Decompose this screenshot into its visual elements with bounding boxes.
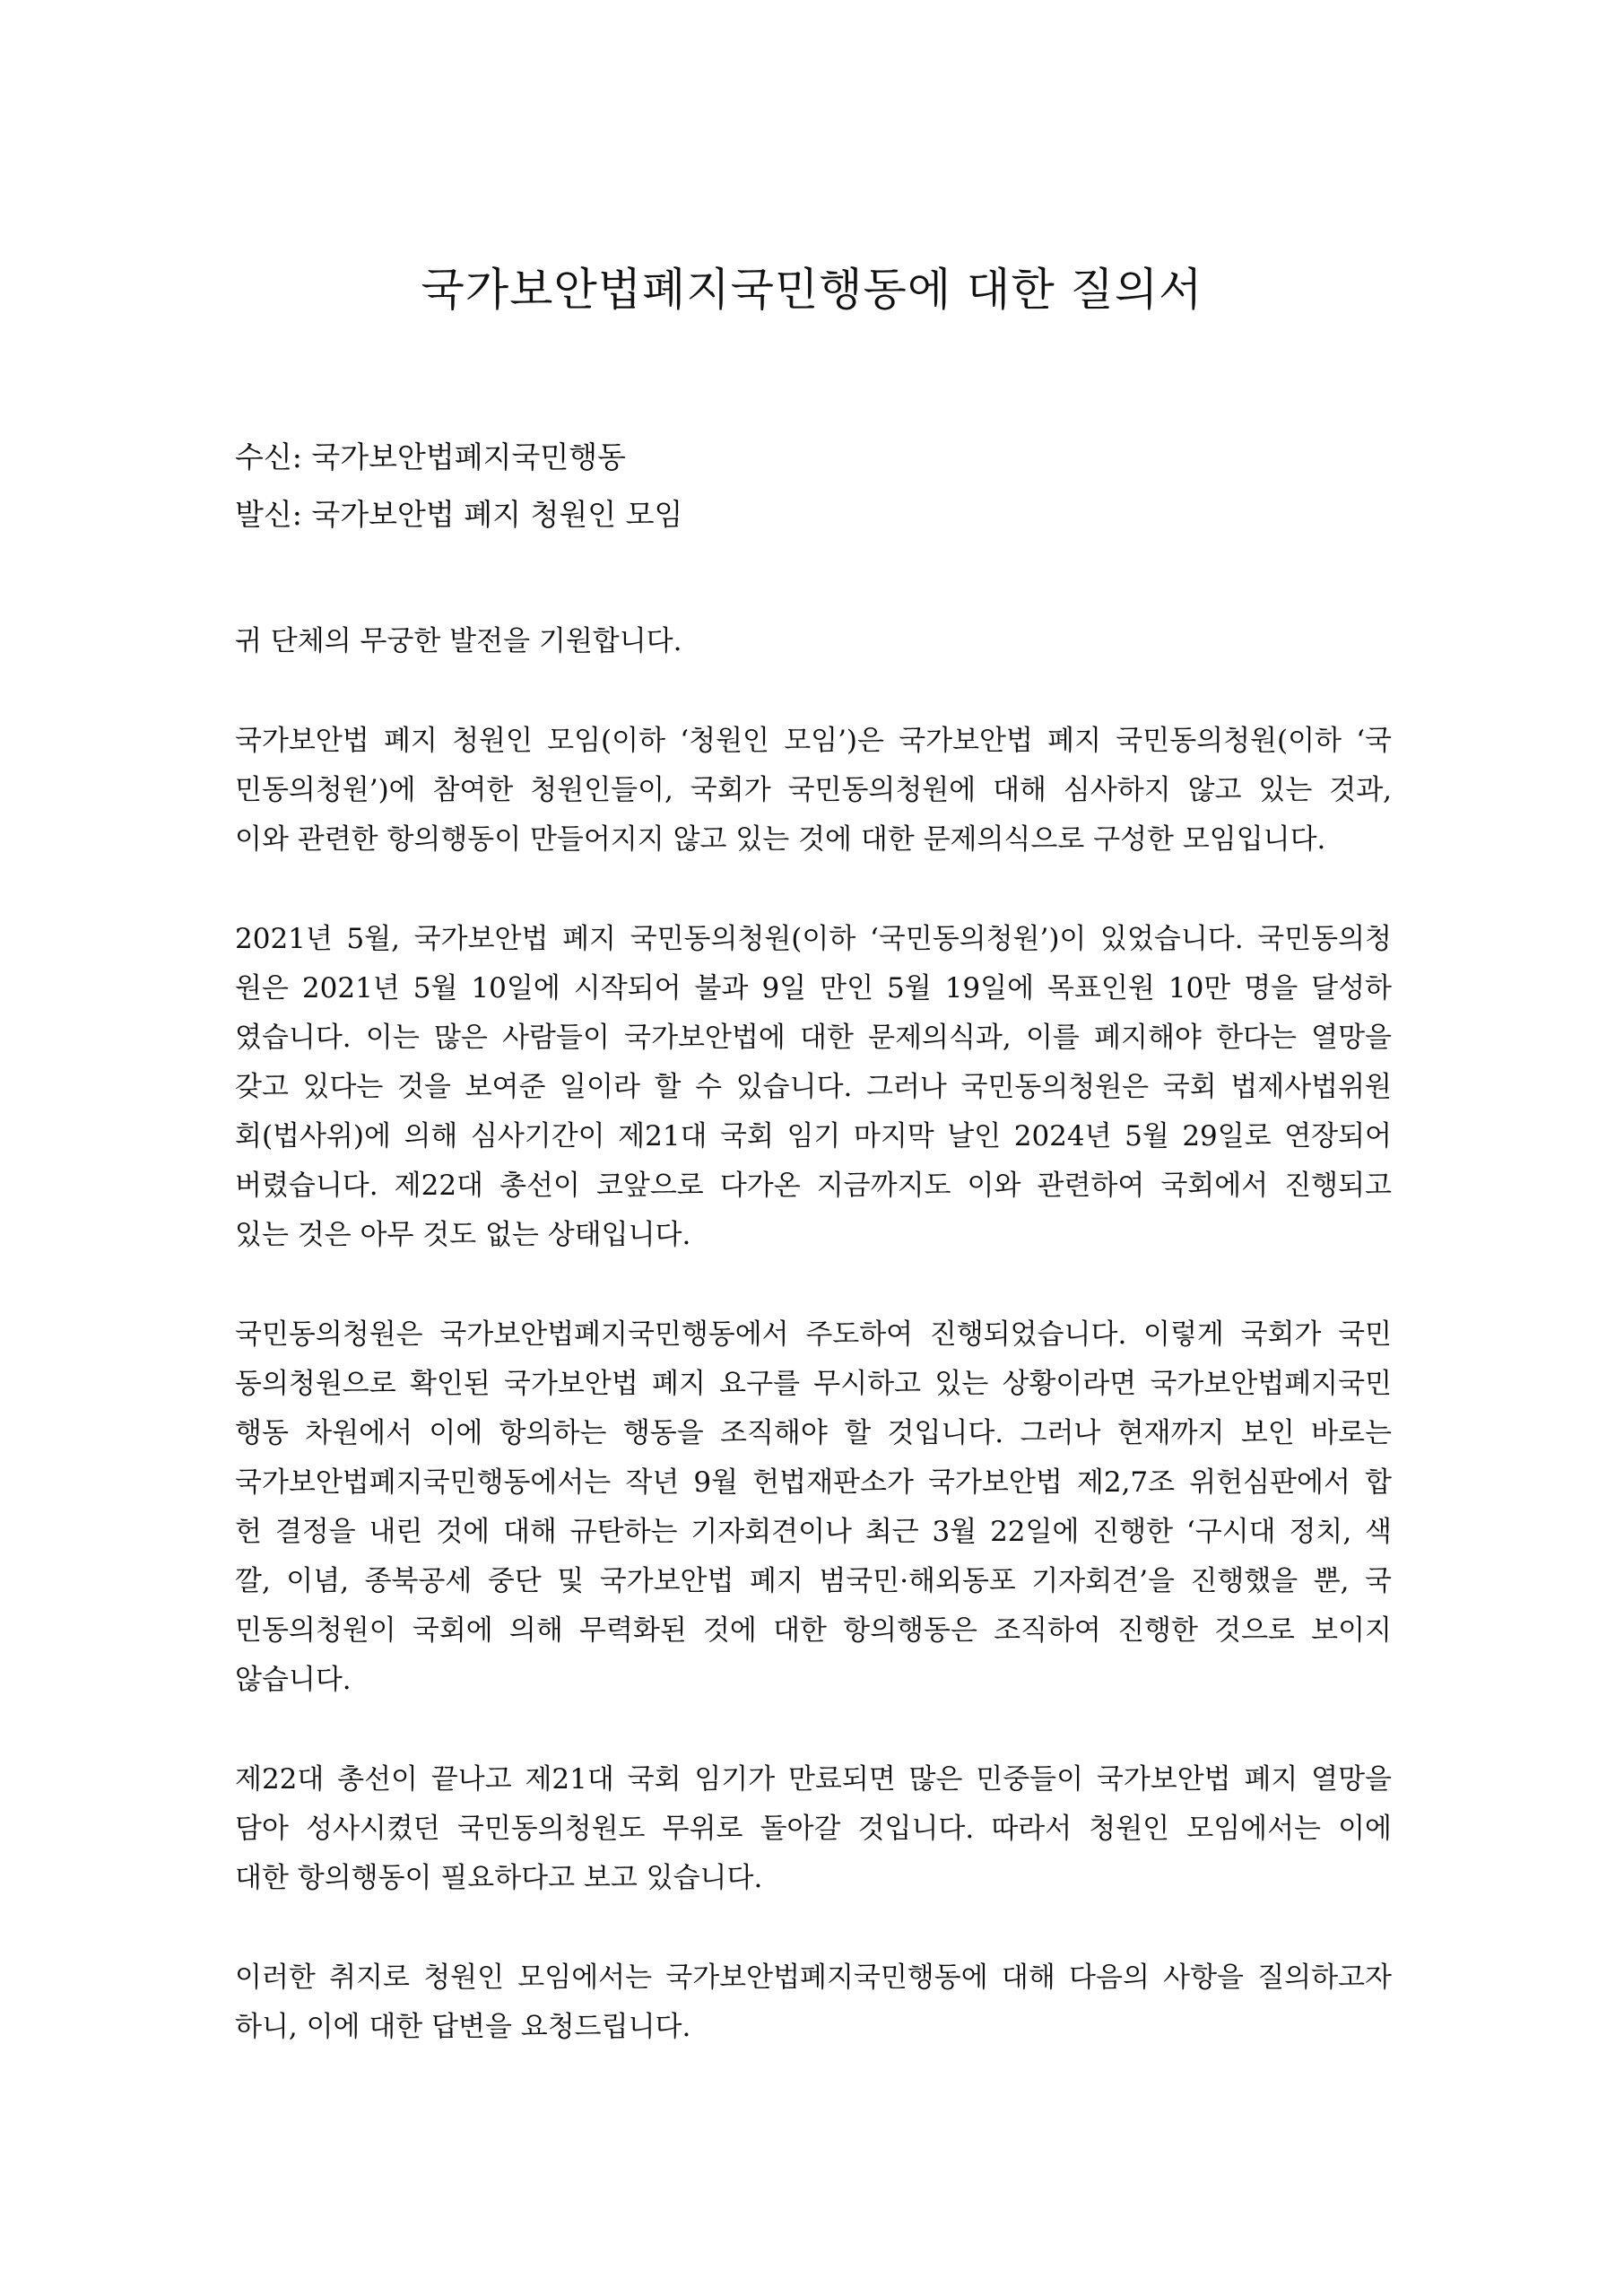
paragraph-line: 제22대 총선이 끝나고 제21대 국회 임기가 만료되면 많은 민중들이 국가보안법 폐지 열망을 bbox=[235, 1763, 1392, 1796]
paragraph-line: 버렸습니다. 제22대 총선이 코앞으로 다가온 지금까지도 이와 관련하여 국회에서 진행되고 bbox=[235, 1170, 1392, 1202]
paragraph-line: 원은 2021년 5월 10일에 시작되어 불과 9일 만인 5월 19일에 목표인원 10만 명을 달성하 bbox=[235, 972, 1392, 1004]
paragraph-line: 있는 것은 아무 것도 없는 상태입니다. bbox=[235, 1219, 691, 1251]
paragraph-line: 행동 차원에서 이에 항의하는 행동을 조직해야 할 것입니다. 그러나 현재까지 보인 바로는 bbox=[235, 1417, 1392, 1449]
recipient-line: 수신: 국가보안법폐지국민행동 bbox=[235, 439, 627, 474]
paragraph-line: 이와 관련한 항의행동이 만들어지지 않고 있는 것에 대한 문제의식으로 구성한 모임입니다. bbox=[235, 823, 1326, 856]
paragraph-line: 회(법사위)에 의해 심사기간이 제21대 국회 임기 마지막 날인 2024년 5월 29일로 연장되어 bbox=[235, 1120, 1392, 1152]
paragraph-line: 헌 결정을 내린 것에 대해 규탄하는 기자회견이나 최근 3월 22일에 진행한 ‘구시대 정치, 색 bbox=[235, 1516, 1392, 1548]
paragraph-request bbox=[235, 1953, 1392, 2052]
document-title: 국가보안법폐지국민행동에 대한 질의서 bbox=[421, 264, 1203, 316]
paragraph-line: 동의청원으로 확인된 국가보안법 폐지 요구를 무시하고 있는 상황이라면 국가보안법폐지국민 bbox=[235, 1368, 1392, 1400]
sender-line: 발신: 국가보안법 폐지 청원인 모임 bbox=[235, 497, 683, 532]
paragraph-introduction bbox=[235, 717, 1392, 865]
paragraph-line: 민동의청원이 국회에 의해 무력화된 것에 대한 항의행동은 조직하여 진행한 것으로 보이지 bbox=[235, 1614, 1392, 1647]
paragraph-critique bbox=[235, 1310, 1392, 1705]
paragraph-line: 하니, 이에 대한 답변을 요청드립니다. bbox=[235, 2011, 691, 2043]
paragraph-line: 담아 성사시켰던 국민동의청원도 무위로 돌아갈 것입니다. 따라서 청원인 모임에서는 이에 bbox=[235, 1813, 1392, 1845]
paragraph-line: 국가보안법폐지국민행동에서는 작년 9월 헌법재판소가 국가보안법 제2,7조 위헌심판에서 합 bbox=[235, 1466, 1393, 1499]
paragraph-line: 갖고 있다는 것을 보여준 일이라 할 수 있습니다. 그러나 국민동의청원은 국회 법제사법위원 bbox=[235, 1071, 1392, 1103]
paragraph-line: 이러한 취지로 청원인 모임에서는 국가보안법폐지국민행동에 대해 다음의 사항을 질의하고자 bbox=[235, 1961, 1392, 1994]
paragraph-line: 깔, 이념, 종북공세 중단 및 국가보안법 폐지 범국민·해외동포 기자회견’을 진행했을 뿐, 국 bbox=[235, 1565, 1392, 1597]
paragraph-line: 2021년 5월, 국가보안법 폐지 국민동의청원(이하 ‘국민동의청원’)이 있었습니다. 국민동의청 bbox=[235, 923, 1392, 955]
paragraph-line: 대한 항의행동이 필요하다고 보고 있습니다. bbox=[235, 1862, 763, 1894]
address-block bbox=[235, 429, 1401, 544]
paragraph-concern bbox=[235, 1755, 1392, 1903]
paragraph-background bbox=[235, 915, 1392, 1260]
paragraph-line: 않습니다. bbox=[235, 1664, 352, 1696]
paragraph-line: 였습니다. 이는 많은 사람들이 국가보안법에 대한 문제의식과, 이를 폐지해야 한다는 열망을 bbox=[235, 1022, 1392, 1054]
paragraph-line: 국가보안법 폐지 청원인 모임(이하 ‘청원인 모임’)은 국가보안법 폐지 국민동의청원(이하 ‘국 bbox=[235, 725, 1392, 757]
paragraph-line: 국민동의청원은 국가보안법폐지국민행동에서 주도하여 진행되었습니다. 이렇게 국회가 국민 bbox=[235, 1318, 1392, 1351]
paragraph-line: 귀 단체의 무궁한 발전을 기원합니다. bbox=[235, 625, 682, 657]
letter-body bbox=[235, 617, 1392, 2102]
paragraph-line: 민동의청원’)에 참여한 청원인들이, 국회가 국민동의청원에 대해 심사하지 않고 있는 것과, bbox=[235, 774, 1392, 806]
paragraph-greeting bbox=[235, 617, 1392, 666]
